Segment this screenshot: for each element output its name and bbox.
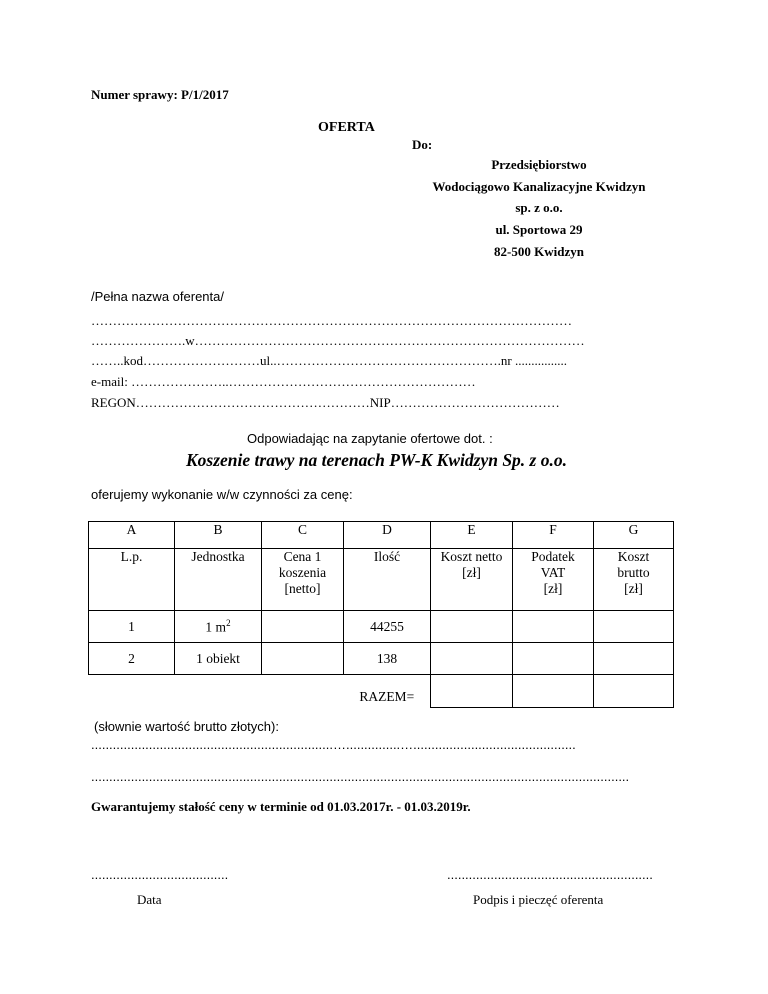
offer-text: oferujemy wykonanie w/w czynności za cenę:: [91, 487, 353, 502]
total-gross[interactable]: [594, 675, 674, 708]
recipient-line: 82-500 Kwidzyn: [494, 244, 584, 259]
bidder-name-label: /Pełna nazwa oferenta/: [91, 289, 224, 304]
cell-vat[interactable]: [513, 643, 594, 675]
column-letter: F: [513, 522, 594, 549]
recipient-line: Wodociągowo Kanalizacyjne Kwidzyn: [432, 179, 646, 194]
cell-gross[interactable]: [594, 611, 674, 643]
cell-price[interactable]: [262, 611, 344, 643]
cell-unit: 1 obiekt: [175, 643, 262, 675]
column-header: Jednostka: [175, 549, 262, 611]
column-header: Koszt netto [zł]: [431, 549, 513, 611]
column-header: Koszt brutto [zł]: [594, 549, 674, 611]
bidder-regon-nip-field[interactable]: REGON………………………………………………NIP…………………………………: [91, 395, 560, 410]
cell-lp: 2: [89, 643, 175, 675]
total-label: RAZEM=: [359, 689, 415, 704]
column-header: L.p.: [89, 549, 175, 611]
table-row: [89, 611, 674, 643]
bidder-name-field[interactable]: …………………………………………………………………………………………………: [91, 313, 572, 328]
column-letter: A: [89, 522, 175, 549]
cell-lp: 1: [89, 611, 175, 643]
cell-unit: [175, 611, 262, 643]
column-letter: D: [344, 522, 431, 549]
table-total-row: [89, 675, 674, 708]
signature-field[interactable]: .........................................................: [447, 867, 653, 882]
bidder-city-field[interactable]: ………………….w………………………………………………………………………………: [91, 333, 585, 348]
cell-qty: 138: [344, 643, 431, 675]
amount-words-label: (słownie wartość brutto złotych):: [94, 719, 279, 734]
recipient-line: ul. Sportowa 29: [495, 222, 583, 237]
signature-label: Podpis i pieczęć oferenta: [473, 892, 604, 907]
price-table: [88, 521, 674, 708]
offer-title: OFERTA: [318, 120, 375, 135]
bidder-email-field[interactable]: e-mail: …………………..…………………………………………………: [91, 374, 476, 389]
cell-net[interactable]: [431, 643, 513, 675]
table-letter-row: [89, 522, 674, 549]
date-label: Data: [137, 892, 162, 907]
cell-qty: 44255: [344, 611, 431, 643]
amount-words-field-1[interactable]: ...................................................................…...............….............................................: [91, 737, 576, 752]
date-field[interactable]: ......................................: [91, 867, 229, 882]
unit-text: 1 m: [205, 619, 227, 635]
recipient-line: Przedsiębiorstwo: [491, 157, 587, 172]
cell-gross[interactable]: [594, 643, 674, 675]
cell-vat[interactable]: [513, 611, 594, 643]
column-letter: E: [431, 522, 513, 549]
to-label: Do:: [412, 137, 433, 152]
column-header: Podatek VAT [zł]: [513, 549, 594, 611]
column-letter: B: [175, 522, 262, 549]
subject-title: Koszenie trawy na terenach PW-K Kwidzyn Sp. z o.o.: [186, 450, 567, 470]
column-letter: C: [262, 522, 344, 549]
unit-superscript: 2: [226, 617, 231, 628]
table-header-row: [89, 549, 674, 611]
bidder-address-field[interactable]: ……..kod………………………ul..…………………………………………….nr ................: [91, 353, 567, 368]
column-header: Cena 1 koszenia [netto]: [262, 549, 344, 611]
amount-words-field-2[interactable]: .....................................................................................................................................................: [91, 769, 630, 784]
total-vat[interactable]: [513, 675, 594, 708]
column-header: Ilość: [344, 549, 431, 611]
price-guarantee: Gwarantujemy stałość ceny w terminie od 01.03.2017r. - 01.03.2019r.: [91, 799, 471, 814]
column-letter: G: [594, 522, 674, 549]
cell-net[interactable]: [431, 611, 513, 643]
table-row: [89, 643, 674, 675]
total-net[interactable]: [431, 675, 513, 708]
recipient-line: sp. z o.o.: [515, 200, 563, 215]
response-text: Odpowiadając na zapytanie ofertowe dot. :: [247, 431, 493, 446]
case-number: Numer sprawy: P/1/2017: [91, 87, 229, 102]
cell-price[interactable]: [262, 643, 344, 675]
